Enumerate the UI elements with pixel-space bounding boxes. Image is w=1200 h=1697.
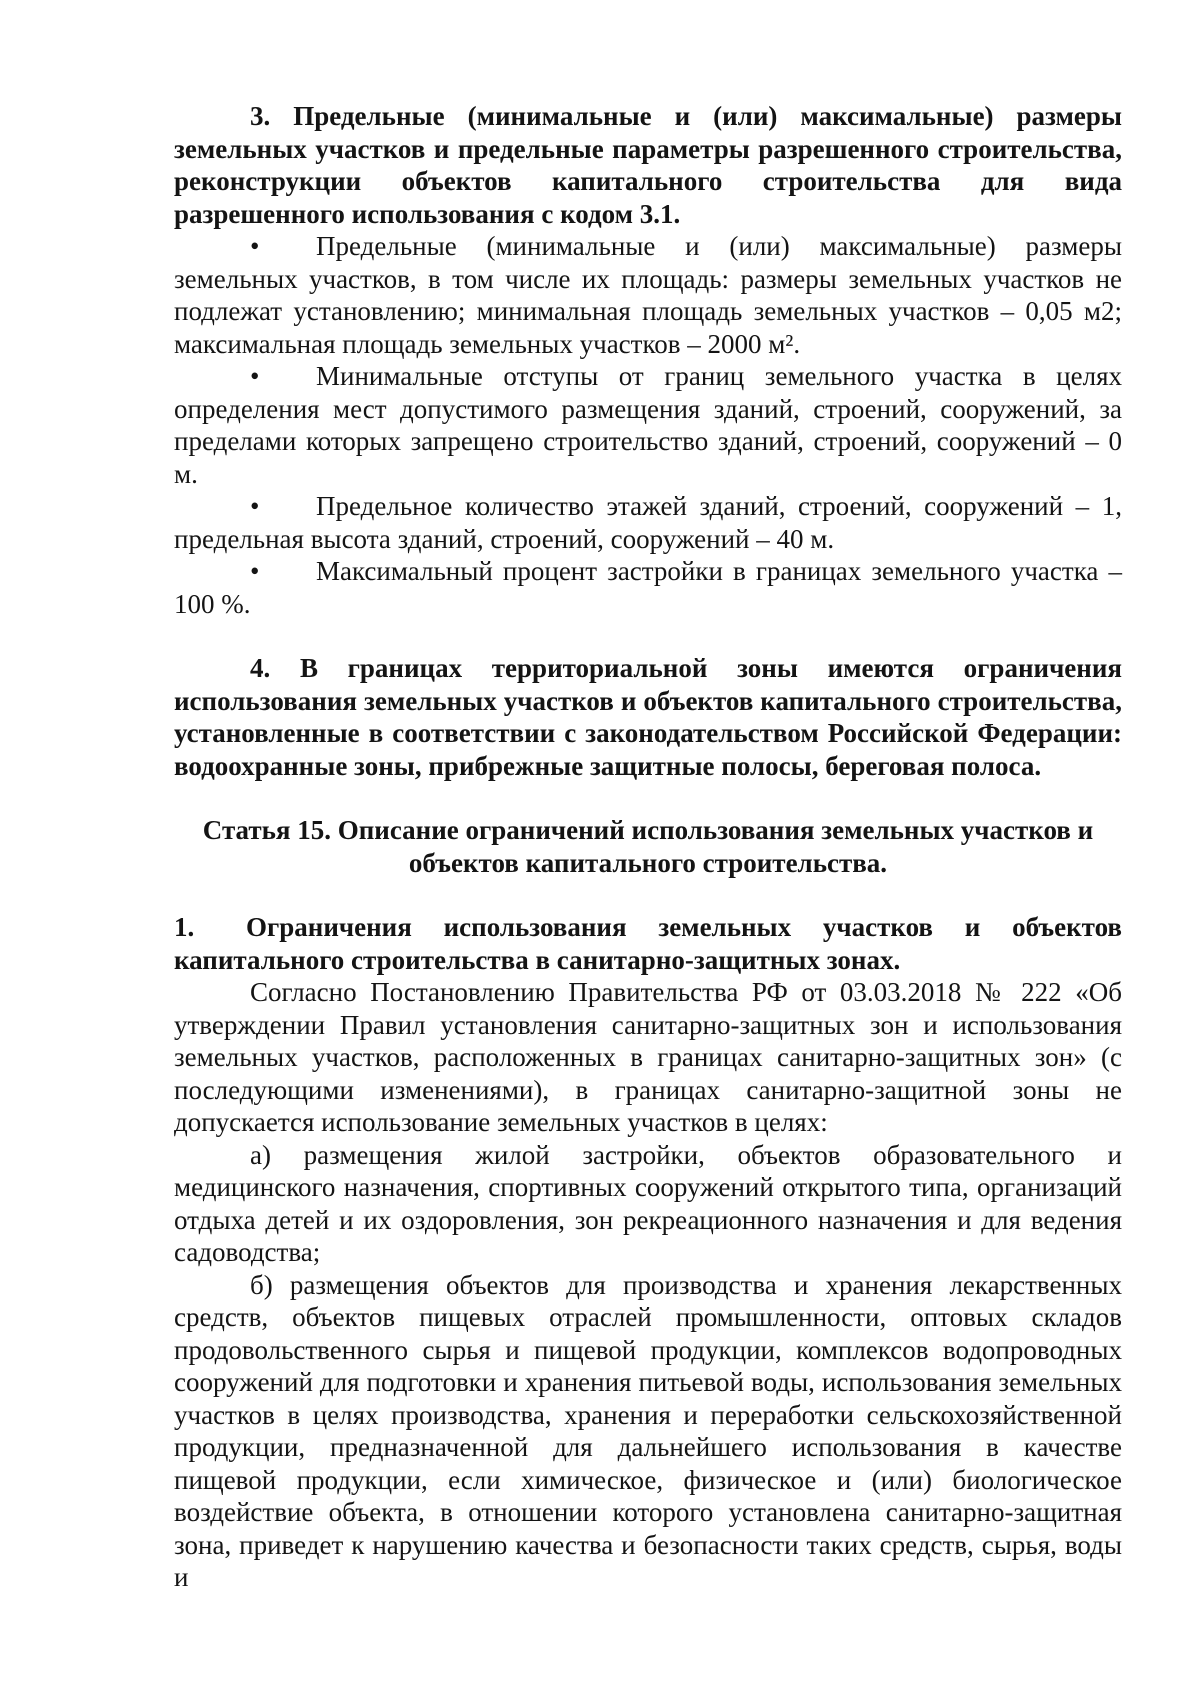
item-1-heading <box>174 911 1122 976</box>
intro-paragraph: Согласно Постановлению Правительства РФ от 03.03.2018 № 222 «Об утверждении Правил установления санитарно-защитных зон и использования земельных участков, расположенных в границах санитарно-защитных зон» (с последующими изменениями), в границах санитарно-защитной зоны не допускается использование земельных участков в целях: <box>174 977 1122 1137</box>
section-3-bullet-4 <box>174 555 1122 620</box>
spacer <box>174 879 1122 911</box>
bullet-text: Предельные (минимальные и (или) максимальные) размеры земельных участков, в том числе их площадь: размеры земельных участков не подлежат установлению; минимальная площадь земельных участков – 0,05 м2; максимальная площадь земельных участков – 2000 м². <box>174 231 1122 359</box>
bullet-marker: • <box>250 556 260 586</box>
section-3-heading: 3. Предельные (минимальные и (или) максимальные) размеры земельных участков и предельные параметры разрешенного строительства, реконструкции объектов капитального строительства для вида разрешенного использования с кодом 3.1. <box>174 101 1122 229</box>
item-heading-text: Ограничения использования земельных участков и объектов капитального строительства в санитарно-защитных зонах. <box>174 912 1122 975</box>
bullet-text: Предельное количество этажей зданий, строений, сооружений – 1, предельная высота зданий, строений, сооружений – 40 м. <box>174 491 1122 554</box>
item-number: 1. <box>174 912 195 942</box>
section-3-bullet-2 <box>174 360 1122 490</box>
section-3-bullet-3 <box>174 490 1122 555</box>
bullet-text: Максимальный процент застройки в границах земельного участка – 100 %. <box>174 556 1122 619</box>
section-4-heading: 4. В границах территориальной зоны имеются ограничения использования земельных участков и объектов капитального строительства, установленные в соответствии с законодательством Российской Федерации: водоохранные зоны, прибрежные защитные полосы, береговая полоса. <box>174 653 1122 781</box>
spacer <box>174 782 1122 814</box>
bullet-marker: • <box>250 491 260 521</box>
point-b-paragraph: б) размещения объектов для производства и хранения лекарственных средств, объектов пищевых отраслей промышленности, оптовых складов продовольственного сырья и пищевой продукции, комплексов водопроводных сооружений для подготовки и хранения питьевой воды, использования земельных участков в целях производства, хранения и переработки сельскохозяйственной продукции, предназначенной для дальнейшего использования в качестве пищевой продукции, если химическое, физическое и (или) биологическое воздействие объекта, в отношении которого установлена санитарно-защитная зона, приведет к нарушению качества и безопасности таких средств, сырья, воды и <box>174 1269 1122 1592</box>
bullet-marker: • <box>250 231 260 261</box>
bullet-marker: • <box>250 361 260 391</box>
point-a-paragraph: а) размещения жилой застройки, объектов образовательного и медицинского назначения, спортивных сооружений открытого типа, организаций отдыха детей и их оздоровления, зон рекреационного назначения и для ведения садоводства; <box>174 1139 1122 1267</box>
section-3-bullet-1 <box>174 230 1122 360</box>
article-15-title: Статья 15. Описание ограничений использования земельных участков и объектов капитального строительства. <box>202 815 1094 878</box>
bullet-text: Минимальные отступы от границ земельного участка в целях определения мест допустимого размещения зданий, строений, сооружений, за пределами которых запрещено строительство зданий, строений, сооружений – 0 м. <box>174 361 1122 489</box>
spacer <box>174 620 1122 652</box>
document-page <box>174 100 1122 1594</box>
